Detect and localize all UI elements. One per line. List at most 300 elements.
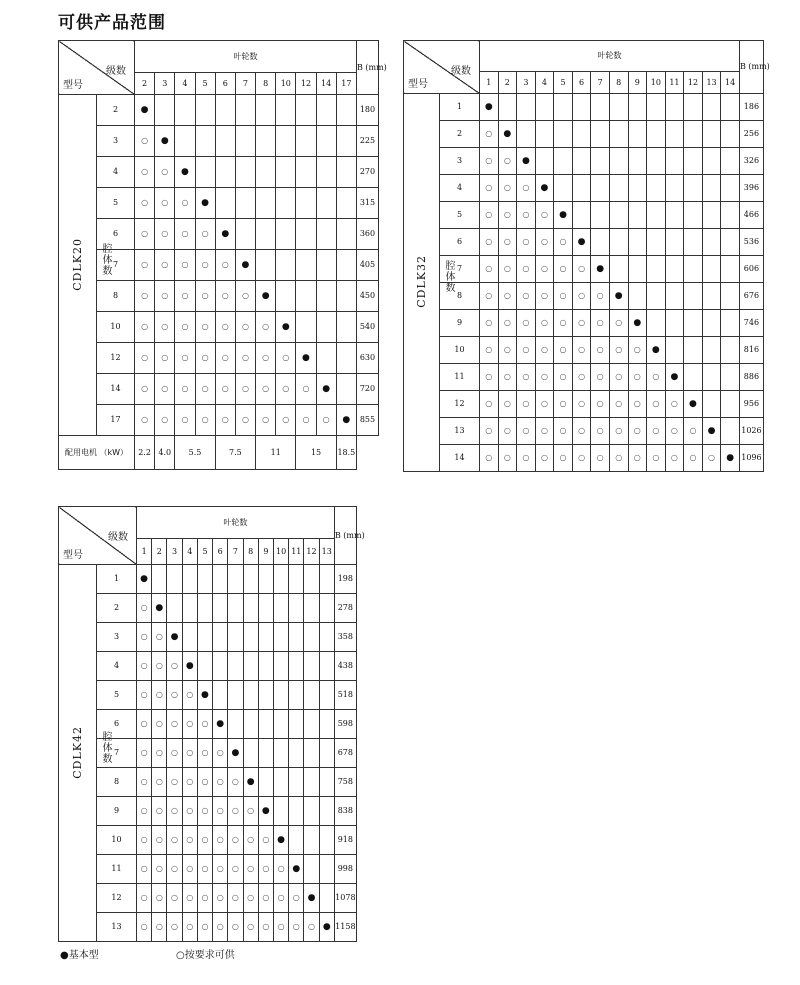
availability-cell: [195, 281, 215, 312]
cavity-count: 10: [97, 312, 135, 343]
availability-cell: [554, 391, 573, 418]
availability-cell: [535, 256, 554, 283]
open-circle-icon: ○: [522, 291, 530, 300]
availability-cell: [665, 418, 684, 445]
impeller-count-label: 13: [702, 72, 721, 94]
availability-cell: [197, 652, 212, 681]
open-circle-icon: ○: [221, 322, 229, 331]
availability-cell: [197, 797, 212, 826]
availability-cell: [591, 94, 610, 121]
availability-cell: [535, 418, 554, 445]
header-corner: [59, 41, 135, 95]
open-circle-icon: ○: [503, 156, 511, 165]
availability-cell: [235, 374, 255, 405]
availability-cell: [155, 281, 175, 312]
open-circle-icon: ○: [503, 291, 511, 300]
open-circle-icon: ○: [141, 322, 149, 331]
availability-cell: [572, 256, 591, 283]
open-circle-icon: ○: [161, 384, 169, 393]
open-circle-icon: ○: [155, 922, 163, 931]
availability-cell: [273, 710, 288, 739]
availability-cell: [256, 312, 276, 343]
availability-cell: [197, 913, 212, 942]
availability-cell: [175, 188, 195, 219]
table-row: [404, 229, 764, 256]
availability-cell: [517, 391, 536, 418]
open-circle-icon: ○: [155, 748, 163, 757]
availability-cell: [228, 623, 243, 652]
availability-cell: [152, 623, 167, 652]
availability-cell: [228, 913, 243, 942]
filled-dot-icon: ●: [155, 602, 164, 613]
availability-cell: [721, 202, 740, 229]
cavity-count: 8: [97, 768, 137, 797]
availability-cell: [273, 565, 288, 594]
availability-cell: [137, 681, 152, 710]
cavity-count: 5: [440, 202, 480, 229]
table-row: [404, 310, 764, 337]
availability-cell: [498, 175, 517, 202]
availability-cell: [296, 312, 316, 343]
availability-cell: [517, 256, 536, 283]
open-circle-icon: ○: [615, 372, 623, 381]
b-value: 816: [739, 337, 763, 364]
table-row: [404, 121, 764, 148]
availability-cell: [721, 256, 740, 283]
open-circle-icon: ○: [559, 453, 567, 462]
open-circle-icon: ○: [522, 453, 530, 462]
availability-cell: [137, 855, 152, 884]
open-circle-icon: ○: [708, 453, 716, 462]
b-value: 360: [356, 219, 378, 250]
cavity-count: 13: [440, 418, 480, 445]
cavity-count: 4: [440, 175, 480, 202]
availability-cell: [702, 175, 721, 202]
open-circle-icon: ○: [231, 806, 239, 815]
open-circle-icon: ○: [141, 384, 149, 393]
open-circle-icon: ○: [615, 318, 623, 327]
impeller-count-label: 11: [289, 539, 304, 565]
b-value: 1078: [334, 884, 356, 913]
availability-cell: [167, 623, 182, 652]
open-circle-icon: ○: [615, 426, 623, 435]
open-circle-icon: ○: [171, 806, 179, 815]
availability-cell: [535, 337, 554, 364]
availability-cell: [498, 202, 517, 229]
open-circle-icon: ○: [615, 453, 623, 462]
open-circle-icon: ○: [540, 453, 548, 462]
open-circle-icon: ○: [155, 632, 163, 641]
b-value: 256: [739, 121, 763, 148]
open-circle-icon: ○: [155, 777, 163, 786]
availability-cell: [258, 681, 273, 710]
availability-cell: [609, 364, 628, 391]
availability-cell: [273, 797, 288, 826]
availability-cell: [517, 229, 536, 256]
b-value: 180: [356, 95, 378, 126]
open-circle-icon: ○: [596, 453, 604, 462]
availability-cell: [319, 797, 334, 826]
b-value: 186: [739, 94, 763, 121]
availability-cell: [228, 739, 243, 768]
filled-dot-icon: ●: [201, 689, 209, 700]
availability-cell: [304, 652, 319, 681]
open-circle-icon: ○: [522, 399, 530, 408]
table-row: [404, 418, 764, 445]
availability-cell: [702, 418, 721, 445]
availability-cell: [702, 310, 721, 337]
open-circle-icon: ○: [540, 318, 548, 327]
availability-cell: [702, 229, 721, 256]
availability-cell: [572, 148, 591, 175]
availability-cell: [155, 188, 175, 219]
open-circle-icon: ○: [155, 893, 163, 902]
availability-cell: [256, 250, 276, 281]
cavity-count: 6: [97, 219, 135, 250]
availability-cell: [197, 826, 212, 855]
availability-cell: [554, 94, 573, 121]
availability-cell: [155, 219, 175, 250]
cavity-count: 12: [440, 391, 480, 418]
availability-cell: [289, 739, 304, 768]
open-circle-icon: ○: [176, 950, 185, 961]
availability-cell: [336, 343, 356, 374]
availability-cell: [276, 126, 296, 157]
availability-cell: [498, 283, 517, 310]
model-header: 型号: [63, 80, 83, 91]
open-circle-icon: ○: [559, 291, 567, 300]
availability-cell: [336, 281, 356, 312]
availability-cell: [702, 121, 721, 148]
availability-cell: [137, 623, 152, 652]
availability-cell: [721, 283, 740, 310]
availability-cell: [197, 710, 212, 739]
availability-cell: [498, 391, 517, 418]
availability-cell: [316, 343, 336, 374]
availability-cell: [480, 94, 499, 121]
availability-cell: [628, 229, 647, 256]
availability-cell: [228, 565, 243, 594]
availability-cell: [336, 250, 356, 281]
availability-cell: [276, 250, 296, 281]
availability-cell: [215, 405, 235, 436]
cavity-count: 3: [97, 126, 135, 157]
open-circle-icon: ○: [231, 864, 239, 873]
open-circle-icon: ○: [241, 384, 249, 393]
impeller-count-label: 2: [498, 72, 517, 94]
availability-cell: [572, 391, 591, 418]
open-circle-icon: ○: [181, 260, 189, 269]
availability-cell: [152, 855, 167, 884]
model-name: CDLK20: [71, 237, 84, 291]
availability-cell: [517, 148, 536, 175]
motor-label: 配用电机 （kW）: [59, 436, 135, 470]
availability-cell: [215, 281, 235, 312]
availability-cell: [195, 405, 215, 436]
availability-cell: [554, 202, 573, 229]
availability-cell: [498, 364, 517, 391]
availability-cell: [228, 710, 243, 739]
availability-cell: [609, 202, 628, 229]
availability-cell: [155, 312, 175, 343]
impeller-count-label: 5: [195, 73, 215, 95]
stages-header: 级数: [106, 66, 126, 77]
availability-cell: [319, 913, 334, 942]
availability-cell: [517, 202, 536, 229]
availability-cell: [296, 343, 316, 374]
availability-cell: [665, 94, 684, 121]
cavity-count: 7: [97, 739, 137, 768]
open-circle-icon: ○: [689, 426, 697, 435]
table-row: [404, 148, 764, 175]
open-circle-icon: ○: [633, 453, 641, 462]
availability-cell: [517, 310, 536, 337]
availability-cell: [175, 95, 195, 126]
availability-cell: [647, 94, 666, 121]
impeller-count-label: 4: [182, 539, 197, 565]
availability-cell: [152, 797, 167, 826]
availability-cell: [152, 913, 167, 942]
open-circle-icon: ○: [181, 291, 189, 300]
availability-cell: [480, 418, 499, 445]
availability-cell: [137, 797, 152, 826]
open-circle-icon: ○: [186, 922, 194, 931]
availability-cell: [316, 250, 336, 281]
impeller-count-label: 12: [304, 539, 319, 565]
open-circle-icon: ○: [522, 264, 530, 273]
open-circle-icon: ○: [171, 661, 179, 670]
b-value: 1026: [739, 418, 763, 445]
availability-cell: [195, 250, 215, 281]
availability-cell: [498, 445, 517, 472]
availability-cell: [256, 188, 276, 219]
b-value: 225: [356, 126, 378, 157]
product-table-cdlk32: [403, 40, 770, 472]
availability-cell: [480, 202, 499, 229]
availability-cell: [628, 445, 647, 472]
cavity-count: 14: [440, 445, 480, 472]
open-circle-icon: ○: [186, 893, 194, 902]
availability-cell: [273, 768, 288, 797]
open-circle-icon: ○: [596, 291, 604, 300]
availability-cell: [213, 913, 228, 942]
availability-cell: [628, 418, 647, 445]
availability-cell: [572, 202, 591, 229]
availability-cell: [167, 768, 182, 797]
b-value: 676: [739, 283, 763, 310]
availability-cell: [155, 250, 175, 281]
availability-cell: [304, 681, 319, 710]
availability-cell: [258, 565, 273, 594]
availability-cell: [665, 310, 684, 337]
open-circle-icon: ○: [559, 345, 567, 354]
availability-cell: [702, 337, 721, 364]
availability-cell: [647, 364, 666, 391]
b-value: 918: [334, 826, 356, 855]
open-circle-icon: ○: [596, 318, 604, 327]
availability-cell: [289, 913, 304, 942]
availability-cell: [243, 826, 258, 855]
filled-dot-icon: ●: [484, 101, 493, 112]
open-circle-icon: ○: [161, 322, 169, 331]
open-circle-icon: ○: [540, 426, 548, 435]
availability-cell: [276, 157, 296, 188]
motor-power-value: 2.2: [135, 436, 155, 470]
availability-cell: [243, 710, 258, 739]
open-circle-icon: ○: [155, 719, 163, 728]
open-circle-icon: ○: [633, 426, 641, 435]
availability-cell: [721, 364, 740, 391]
availability-cell: [182, 797, 197, 826]
impeller-count-label: 9: [628, 72, 647, 94]
open-circle-icon: ○: [155, 835, 163, 844]
b-value: 405: [356, 250, 378, 281]
filled-dot-icon: ●: [540, 182, 549, 193]
open-circle-icon: ○: [161, 291, 169, 300]
open-circle-icon: ○: [540, 210, 548, 219]
availability-cell: [175, 374, 195, 405]
availability-cell: [213, 826, 228, 855]
open-circle-icon: ○: [201, 353, 209, 362]
availability-cell: [135, 281, 155, 312]
availability-cell: [535, 364, 554, 391]
open-circle-icon: ○: [171, 690, 179, 699]
availability-cell: [195, 343, 215, 374]
filled-dot-icon: ●: [322, 921, 331, 932]
availability-cell: [591, 445, 610, 472]
availability-cell: [256, 374, 276, 405]
cavity-header-label: 腔体数: [443, 260, 454, 293]
availability-cell: [167, 594, 182, 623]
availability-cell: [273, 652, 288, 681]
availability-cell: [572, 283, 591, 310]
open-circle-icon: ○: [578, 318, 586, 327]
filled-dot-icon: ●: [170, 631, 179, 642]
availability-cell: [167, 710, 182, 739]
table-row: [59, 594, 357, 623]
availability-cell: [702, 283, 721, 310]
availability-cell: [721, 445, 740, 472]
availability-cell: [572, 175, 591, 202]
availability-cell: [702, 445, 721, 472]
cavity-count: 13: [97, 913, 137, 942]
availability-cell: [535, 175, 554, 202]
availability-cell: [554, 310, 573, 337]
availability-cell: [215, 312, 235, 343]
open-circle-icon: ○: [171, 748, 179, 757]
availability-cell: [273, 594, 288, 623]
availability-cell: [296, 281, 316, 312]
availability-cell: [273, 681, 288, 710]
open-circle-icon: ○: [302, 384, 310, 393]
cavity-header: [98, 731, 110, 768]
open-circle-icon: ○: [241, 415, 249, 424]
availability-cell: [319, 826, 334, 855]
filled-dot-icon: ●: [503, 128, 512, 139]
open-circle-icon: ○: [262, 893, 270, 902]
availability-cell: [628, 94, 647, 121]
availability-cell: [167, 652, 182, 681]
availability-cell: [276, 188, 296, 219]
open-circle-icon: ○: [503, 318, 511, 327]
availability-cell: [304, 594, 319, 623]
impeller-count-label: 1: [137, 539, 152, 565]
open-circle-icon: ○: [140, 748, 148, 757]
open-circle-icon: ○: [231, 922, 239, 931]
open-circle-icon: ○: [221, 260, 229, 269]
b-value: 606: [739, 256, 763, 283]
open-circle-icon: ○: [186, 748, 194, 757]
availability-cell: [572, 310, 591, 337]
table-row: [59, 126, 379, 157]
header-row: [404, 41, 764, 72]
impeller-count-label: 13: [319, 539, 334, 565]
availability-cell: [684, 94, 703, 121]
impeller-count-label: 3: [155, 73, 175, 95]
model-name: CDLK42: [71, 725, 84, 779]
impeller-count-label: 7: [228, 539, 243, 565]
availability-cell: [182, 681, 197, 710]
availability-cell: [137, 652, 152, 681]
open-circle-icon: ○: [615, 345, 623, 354]
availability-cell: [609, 175, 628, 202]
availability-cell: [702, 94, 721, 121]
cavity-count: 11: [440, 364, 480, 391]
availability-cell: [316, 281, 336, 312]
availability-cell: [684, 148, 703, 175]
impeller-count-label: 14: [316, 73, 336, 95]
availability-cell: [535, 283, 554, 310]
availability-cell: [195, 126, 215, 157]
open-circle-icon: ○: [181, 384, 189, 393]
open-circle-icon: ○: [140, 922, 148, 931]
open-circle-icon: ○: [247, 864, 255, 873]
impeller-count-label: 17: [336, 73, 356, 95]
availability-cell: [591, 175, 610, 202]
cavity-header: [441, 260, 453, 297]
availability-cell: [554, 418, 573, 445]
filled-dot-icon: ●: [277, 834, 285, 845]
open-circle-icon: ○: [670, 426, 678, 435]
open-circle-icon: ○: [181, 353, 189, 362]
availability-cell: [721, 148, 740, 175]
availability-cell: [228, 681, 243, 710]
availability-cell: [182, 768, 197, 797]
filled-dot-icon: ●: [651, 344, 660, 355]
availability-cell: [319, 623, 334, 652]
open-circle-icon: ○: [485, 345, 493, 354]
availability-cell: [213, 797, 228, 826]
header-corner: [404, 41, 480, 94]
open-circle-icon: ○: [262, 864, 270, 873]
availability-cell: [276, 219, 296, 250]
availability-cell: [137, 594, 152, 623]
availability-cell: [319, 884, 334, 913]
impeller-count-label: 11: [665, 72, 684, 94]
open-circle-icon: ○: [262, 835, 270, 844]
open-circle-icon: ○: [485, 237, 493, 246]
impeller-count-label: 3: [517, 72, 536, 94]
open-circle-icon: ○: [171, 893, 179, 902]
availability-cell: [235, 157, 255, 188]
availability-cell: [195, 312, 215, 343]
availability-cell: [517, 283, 536, 310]
availability-cell: [182, 739, 197, 768]
availability-cell: [572, 121, 591, 148]
availability-cell: [480, 256, 499, 283]
availability-cell: [152, 768, 167, 797]
availability-cell: [256, 281, 276, 312]
